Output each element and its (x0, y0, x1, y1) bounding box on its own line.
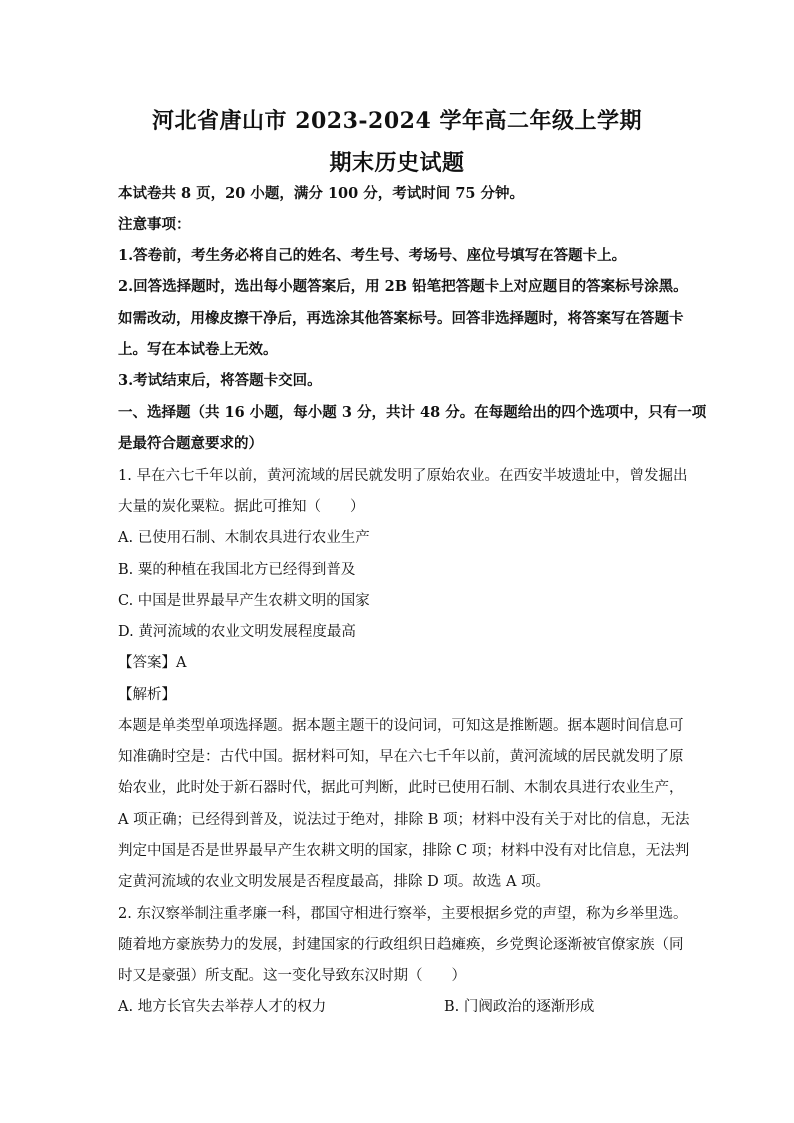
q1-answer: 【答案】A (118, 655, 187, 671)
note-2-line-2: 如需改动，用橡皮擦干净后，再选涂其他答案标号。回答非选择题时，将答案写在答题卡 (118, 310, 684, 327)
q2-stem-line-2: 随着地方豪族势力的发展，封建国家的行政组织日趋瘫痪，乡党舆论逐渐被官僚家族（同 (118, 937, 684, 953)
q1-analysis-heading: 【解析】 (118, 687, 176, 703)
q2-stem-line-1: 2. 东汉察举制注重孝廉一科，郡国守相进行察举，主要根据乡党的声望，称为乡举里选。 (118, 906, 688, 922)
section-heading-line-1: 一、选择题（共 16 小题，每小题 3 分，共计 48 分。在每题给出的四个选项中，只有一项 (118, 404, 707, 421)
q1-analysis-line-4: A 项正确；已经得到普及，说法过于绝对，排除 B 项；材料中没有关于对比的信息，无法 (118, 812, 690, 828)
q1-stem-line-1: 1. 早在六七千年以前，黄河流域的居民就发明了原始农业。在西安半坡遗址中，曾发掘出 (118, 468, 688, 484)
q1-option-c: C. 中国是世界最早产生农耕文明的国家 (118, 593, 370, 609)
q1-analysis-line-1: 本题是单类型单项选择题。据本题主题干的设问词，可知这是推断题。据本题时间信息可 (118, 718, 684, 734)
q2-option-b: B. 门阀政治的逐渐形成 (444, 999, 595, 1015)
exam-info: 本试卷共 8 页，20 小题，满分 100 分，考试时间 75 分钟。 (118, 185, 525, 202)
q1-analysis-line-5: 判定中国是否是世界最早产生农耕文明的国家，排除 C 项；材料中没有对比信息，无法判 (118, 843, 690, 859)
document-title-line1: 河北省唐山市 2023-2024 学年高二年级上学期 (152, 108, 642, 134)
q1-option-a: A. 已使用石制、木制农具进行农业生产 (118, 530, 370, 546)
section-heading-line-2: 是最符合题意要求的） (118, 435, 263, 452)
q1-analysis-line-3: 始农业，此时处于新石器时代，据此可判断，此时已使用石制、木制农具进行农业生产， (118, 780, 684, 796)
note-2-line-1: 2.回答选择题时，选出每小题答案后，用 2B 铅笔把答题卡上对应题目的答案标号涂黑。 (118, 278, 688, 295)
q1-analysis-line-6: 定黄河流域的农业文明发展是否程度最高，排除 D 项。故选 A 项。 (118, 874, 551, 890)
note-2-line-3: 上。写在本试卷上无效。 (118, 341, 278, 358)
q1-stem-line-2: 大量的炭化粟粒。据此可推知（ ） (118, 499, 365, 515)
q1-option-d: D. 黄河流域的农业文明发展程度最高 (118, 624, 356, 640)
document-title-line2: 期末历史试题 (329, 150, 465, 176)
note-1: 1.答卷前，考生务必将自己的姓名、考生号、考场号、座位号填写在答题卡上。 (118, 247, 627, 264)
q2-stem-line-3: 时又是豪强）所支配。这一变化导致东汉时期（ ） (118, 968, 466, 984)
q2-option-a: A. 地方长官失去举荐人才的权力 (118, 999, 327, 1015)
notes-heading: 注意事项： (118, 216, 191, 233)
q1-analysis-line-2: 知准确时空是：古代中国。据材料可知，早在六七千年以前，黄河流域的居民就发明了原 (118, 749, 684, 765)
note-3: 3.考试结束后，将答题卡交回。 (118, 372, 322, 389)
q1-option-b: B. 粟的种植在我国北方已经得到普及 (118, 562, 356, 578)
